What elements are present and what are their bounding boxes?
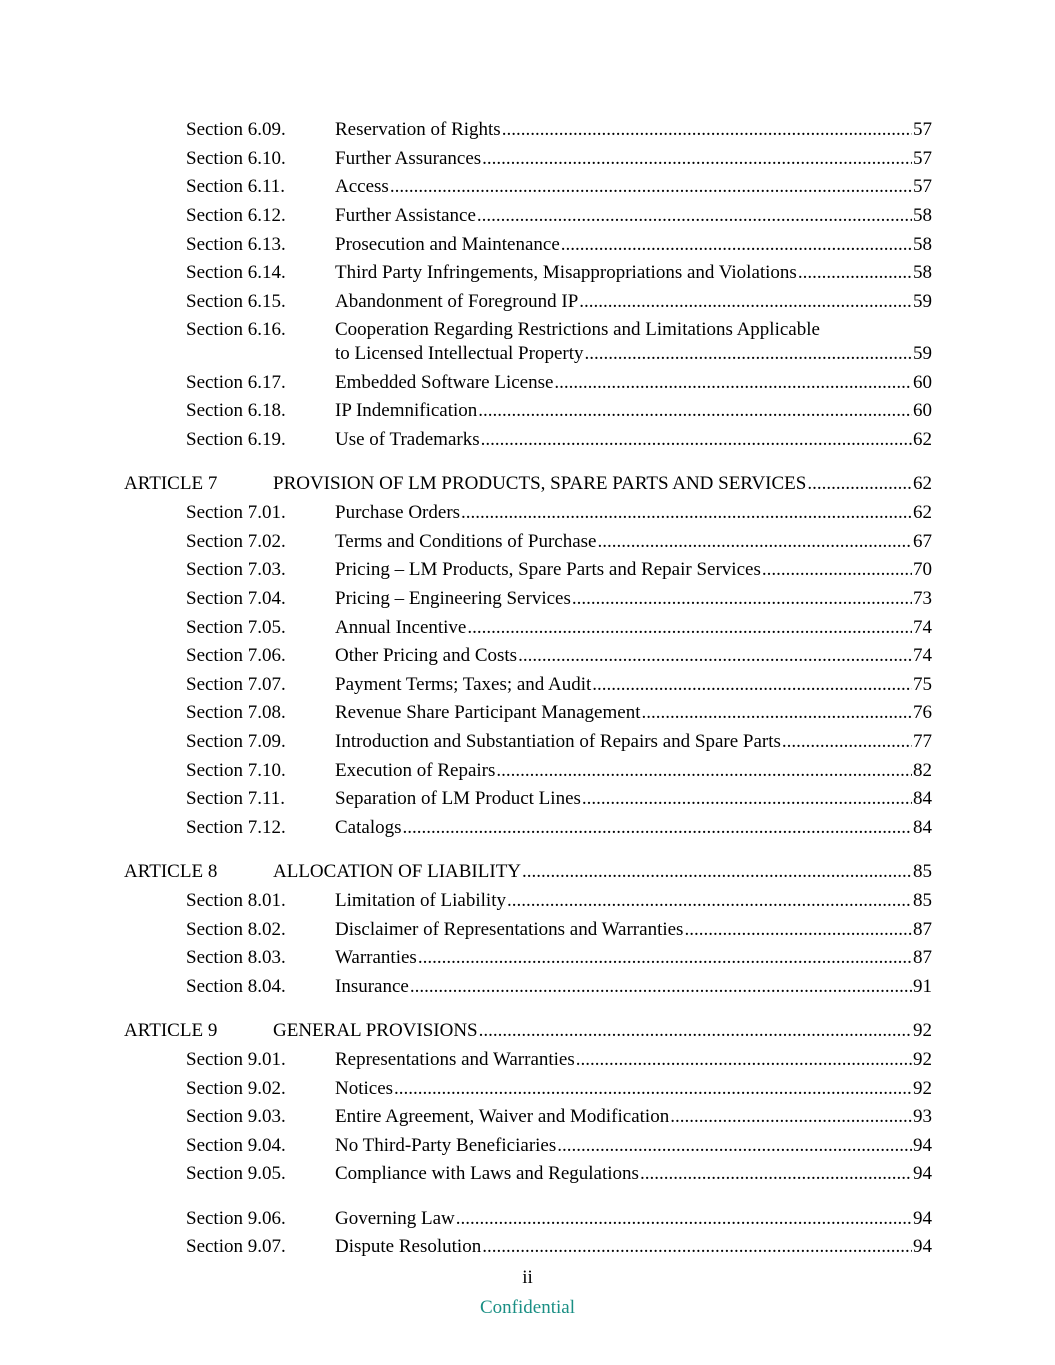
section-number: Section 6.15.	[186, 291, 286, 312]
dot-leader	[641, 701, 912, 725]
page-number: 73	[913, 588, 932, 609]
dot-leader	[579, 290, 912, 314]
section-number: Section 9.01.	[186, 1049, 286, 1070]
toc-entry[interactable]	[0, 759, 1055, 783]
section-number: Section 7.05.	[186, 617, 286, 638]
section-title: Third Party Infringements, Misappropriations and Violations	[335, 262, 797, 283]
page-number: 85	[913, 890, 932, 911]
toc-entry[interactable]	[0, 1207, 1055, 1231]
section-number: Section 6.13.	[186, 234, 286, 255]
dot-leader	[456, 1207, 912, 1231]
dot-leader	[557, 1134, 912, 1158]
section-number: Section 7.07.	[186, 674, 286, 695]
toc-entry[interactable]	[0, 787, 1055, 811]
page-number: 62	[913, 429, 932, 450]
toc-entry-continuation[interactable]	[0, 342, 1055, 366]
section-number: Section 6.16.	[186, 319, 286, 340]
toc-article-heading[interactable]	[0, 472, 1055, 496]
page-number: 77	[913, 731, 932, 752]
toc-entry[interactable]	[0, 616, 1055, 640]
toc-entry[interactable]	[0, 701, 1055, 725]
dot-leader	[798, 261, 912, 285]
toc-entry[interactable]	[0, 233, 1055, 257]
section-number: Section 7.03.	[186, 559, 286, 580]
toc-entry[interactable]	[0, 371, 1055, 395]
section-title: Use of Trademarks	[335, 429, 480, 450]
section-title: Reservation of Rights	[335, 119, 501, 140]
article-title: ALLOCATION OF LIABILITY	[273, 861, 522, 882]
section-title: Separation of LM Product Lines	[335, 788, 581, 809]
dot-leader	[410, 975, 912, 999]
dot-leader	[477, 204, 912, 228]
dot-leader	[522, 860, 912, 884]
page-number: 58	[913, 234, 932, 255]
article-number: ARTICLE 7	[124, 473, 218, 494]
page-number: 74	[913, 645, 932, 666]
section-number: Section 6.09.	[186, 119, 286, 140]
page-number: 92	[913, 1020, 932, 1041]
section-title: Introduction and Substantiation of Repairs and Spare Parts	[335, 731, 781, 752]
dot-leader	[518, 644, 912, 668]
toc-entry[interactable]	[0, 1077, 1055, 1101]
dot-leader	[394, 1077, 912, 1101]
toc-entry[interactable]	[0, 147, 1055, 171]
dot-leader	[482, 147, 912, 171]
page-number: 85	[913, 861, 932, 882]
page-number: 94	[913, 1163, 932, 1184]
dot-leader	[479, 1019, 912, 1043]
page-number: 92	[913, 1078, 932, 1099]
toc-entry[interactable]	[0, 261, 1055, 285]
toc-entry[interactable]	[0, 1162, 1055, 1186]
page-number: 84	[913, 788, 932, 809]
article-number: ARTICLE 9	[124, 1020, 218, 1041]
section-number: Section 7.12.	[186, 817, 286, 838]
section-title: Purchase Orders	[335, 502, 461, 523]
dot-leader	[507, 889, 912, 913]
section-title: Disclaimer of Representations and Warranties	[335, 919, 684, 940]
section-title: Payment Terms; Taxes; and Audit	[335, 674, 592, 695]
toc-entry[interactable]	[0, 399, 1055, 423]
page-number: 62	[913, 473, 932, 494]
dot-leader	[582, 787, 912, 811]
page-number: 87	[913, 947, 932, 968]
dot-leader	[684, 918, 912, 942]
page-number: 60	[913, 372, 932, 393]
toc-entry[interactable]	[0, 644, 1055, 668]
toc-entry[interactable]	[0, 175, 1055, 199]
toc-entry[interactable]	[0, 889, 1055, 913]
section-title: Entire Agreement, Waiver and Modification	[335, 1106, 670, 1127]
section-title: Execution of Repairs	[335, 760, 496, 781]
section-number: Section 7.09.	[186, 731, 286, 752]
page-number: 74	[913, 617, 932, 638]
section-number: Section 9.07.	[186, 1236, 286, 1257]
section-title: Terms and Conditions of Purchase	[335, 531, 597, 552]
section-title: Revenue Share Participant Management	[335, 702, 641, 723]
dot-leader	[585, 342, 913, 366]
toc-entry[interactable]	[0, 587, 1055, 611]
toc-entry[interactable]	[0, 318, 1055, 342]
page-number: 94	[913, 1208, 932, 1229]
article-number: ARTICLE 8	[124, 861, 218, 882]
section-number: Section 7.11.	[186, 788, 286, 809]
dot-leader	[496, 759, 912, 783]
section-number: Section 9.02.	[186, 1078, 286, 1099]
section-title: Governing Law	[335, 1208, 455, 1229]
section-title: Pricing – Engineering Services	[335, 588, 571, 609]
section-title: Other Pricing and Costs	[335, 645, 518, 666]
toc-entry[interactable]	[0, 118, 1055, 142]
dot-leader	[390, 175, 912, 199]
page-number: 70	[913, 559, 932, 580]
article-title: GENERAL PROVISIONS	[273, 1020, 478, 1041]
section-title: Warranties	[335, 947, 417, 968]
page-number: 84	[913, 817, 932, 838]
dot-leader	[403, 816, 913, 840]
section-number: Section 6.12.	[186, 205, 286, 226]
dot-leader	[592, 673, 912, 697]
toc-entry[interactable]	[0, 975, 1055, 999]
toc-entry[interactable]	[0, 918, 1055, 942]
section-title: Pricing – LM Products, Spare Parts and Repair Services	[335, 559, 761, 580]
section-number: Section 8.02.	[186, 919, 286, 940]
page-number: 59	[913, 343, 932, 364]
section-number: Section 8.01.	[186, 890, 286, 911]
page-number: 58	[913, 262, 932, 283]
section-number: Section 6.19.	[186, 429, 286, 450]
page-number: 91	[913, 976, 932, 997]
page-number: 76	[913, 702, 932, 723]
section-title: IP Indemnification	[335, 400, 478, 421]
page-number: 94	[913, 1236, 932, 1257]
dot-leader	[762, 558, 912, 582]
toc-entry[interactable]	[0, 673, 1055, 697]
toc-entry[interactable]	[0, 204, 1055, 228]
toc-entry[interactable]	[0, 1048, 1055, 1072]
page-number: 87	[913, 919, 932, 940]
page-number: 59	[913, 291, 932, 312]
section-title: No Third-Party Beneficiaries	[335, 1135, 557, 1156]
dot-leader	[572, 587, 912, 611]
section-number: Section 6.18.	[186, 400, 286, 421]
section-number: Section 7.01.	[186, 502, 286, 523]
section-title: Notices	[335, 1078, 394, 1099]
dot-leader	[807, 472, 912, 496]
section-number: Section 7.06.	[186, 645, 286, 666]
toc-entry[interactable]	[0, 730, 1055, 754]
toc-entry[interactable]	[0, 501, 1055, 525]
section-title: Access	[335, 176, 389, 197]
page-number: 57	[913, 148, 932, 169]
page-number: 93	[913, 1106, 932, 1127]
toc-entry[interactable]	[0, 1134, 1055, 1158]
section-number: Section 7.08.	[186, 702, 286, 723]
page-number: 58	[913, 205, 932, 226]
page-number: 94	[913, 1135, 932, 1156]
section-title: Compliance with Laws and Regulations	[335, 1163, 639, 1184]
section-number: Section 7.10.	[186, 760, 286, 781]
toc-article-heading[interactable]	[0, 1019, 1055, 1043]
page-number: 82	[913, 760, 932, 781]
section-number: Section 8.03.	[186, 947, 286, 968]
section-number: Section 8.04.	[186, 976, 286, 997]
dot-leader	[554, 371, 912, 395]
confidential-label: Confidential	[480, 1297, 575, 1318]
section-title-line-1: Cooperation Regarding Restrictions and Limitations Applicable	[335, 319, 820, 340]
dot-leader	[478, 399, 912, 423]
toc-entry[interactable]	[0, 816, 1055, 840]
dot-leader	[782, 730, 912, 754]
page-number: 62	[913, 502, 932, 523]
section-title: Representations and Warranties	[335, 1049, 575, 1070]
section-number: Section 7.02.	[186, 531, 286, 552]
dot-leader	[576, 1048, 912, 1072]
toc-entry[interactable]	[0, 946, 1055, 970]
section-title-line-2: to Licensed Intellectual Property	[335, 343, 584, 364]
dot-leader	[502, 118, 912, 142]
section-number: Section 9.05.	[186, 1163, 286, 1184]
section-title: Catalogs	[335, 817, 402, 838]
article-title: PROVISION OF LM PRODUCTS, SPARE PARTS AND SERVICES	[273, 473, 807, 494]
page-number: 57	[913, 176, 932, 197]
page-number: 75	[913, 674, 932, 695]
section-number: Section 6.14.	[186, 262, 286, 283]
page-number: 60	[913, 400, 932, 421]
page-number: 57	[913, 119, 932, 140]
toc-article-heading[interactable]	[0, 860, 1055, 884]
section-title: Dispute Resolution	[335, 1236, 482, 1257]
toc-entry[interactable]	[0, 428, 1055, 452]
section-number: Section 9.06.	[186, 1208, 286, 1229]
section-title: Prosecution and Maintenance	[335, 234, 560, 255]
section-title: Embedded Software License	[335, 372, 554, 393]
toc-entry[interactable]	[0, 530, 1055, 554]
section-title: Annual Incentive	[335, 617, 467, 638]
dot-leader	[461, 501, 912, 525]
section-number: Section 9.03.	[186, 1106, 286, 1127]
dot-leader	[467, 616, 912, 640]
toc-entry[interactable]	[0, 1235, 1055, 1259]
page-number: 67	[913, 531, 932, 552]
section-title: Insurance	[335, 976, 409, 997]
dot-leader	[561, 233, 912, 257]
dot-leader	[482, 1235, 912, 1259]
section-title: Limitation of Liability	[335, 890, 506, 911]
toc-entry[interactable]	[0, 290, 1055, 314]
section-number: Section 6.11.	[186, 176, 286, 197]
dot-leader	[640, 1162, 912, 1186]
page-number: 92	[913, 1049, 932, 1070]
section-title: Further Assistance	[335, 205, 476, 226]
section-number: Section 7.04.	[186, 588, 286, 609]
section-number: Section 9.04.	[186, 1135, 286, 1156]
section-number: Section 6.10.	[186, 148, 286, 169]
toc-entry[interactable]	[0, 1105, 1055, 1129]
toc-entry[interactable]	[0, 558, 1055, 582]
dot-leader	[597, 530, 912, 554]
section-title: Further Assurances	[335, 148, 482, 169]
dot-leader	[670, 1105, 912, 1129]
dot-leader	[418, 946, 912, 970]
section-number: Section 6.17.	[186, 372, 286, 393]
footer-page-number: ii	[522, 1267, 533, 1288]
section-title: Abandonment of Foreground IP	[335, 291, 579, 312]
dot-leader	[481, 428, 912, 452]
